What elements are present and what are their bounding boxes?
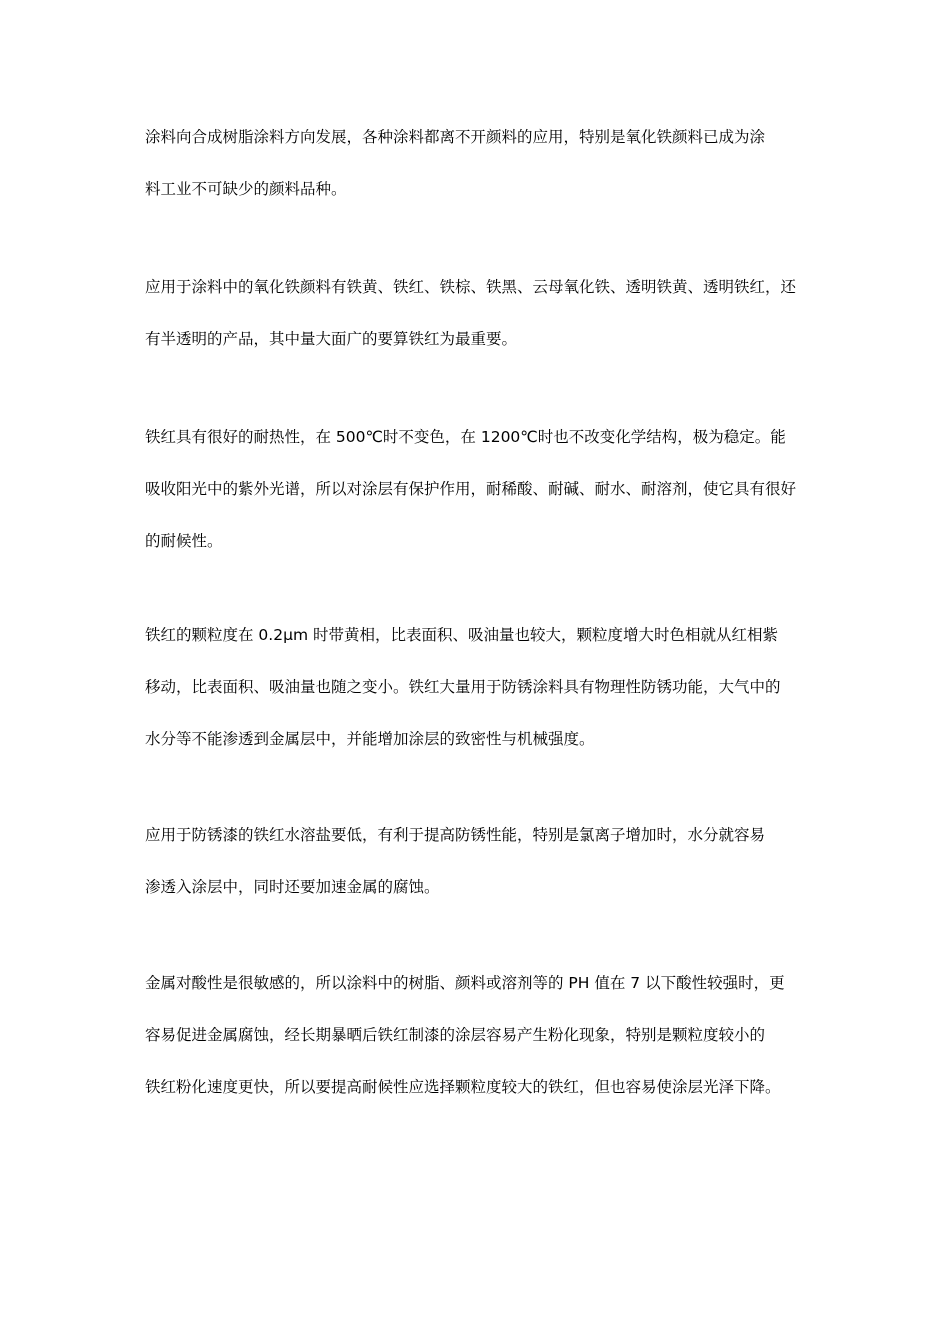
paragraph-3 (145, 427, 825, 583)
paragraph-line: 有半透明的产品，其中量大面广的要算铁红为最重要。 (145, 330, 518, 348)
paragraph-line: 渗透入涂层中，同时还要加速金属的腐蚀。 (145, 878, 440, 896)
paragraph-4 (145, 625, 825, 781)
paragraph-1 (145, 127, 825, 231)
paragraph-line: 铁红粉化速度更快，所以要提高耐候性应选择颗粒度较大的铁红，但也容易使涂层光泽下降。 (145, 1078, 781, 1096)
paragraph-line: 金属对酸性是很敏感的，所以涂料中的树脂、颜料或溶剂等的 PH 值在 7 以下酸性较强时，更 (145, 974, 785, 992)
paragraph-6 (145, 973, 825, 1129)
paragraph-line: 涂料向合成树脂涂料方向发展，各种涂料都离不开颜料的应用，特别是氧化铁颜料已成为涂 (145, 128, 766, 146)
paragraph-line: 容易促进金属腐蚀，经长期暴晒后铁红制漆的涂层容易产生粉化现象，特别是颗粒度较小的 (145, 1026, 766, 1044)
paragraph-line: 料工业不可缺少的颜料品种。 (145, 180, 347, 198)
paragraph-line: 铁红的颗粒度在 0.2μm 时带黄相，比表面积、吸油量也较大，颗粒度增大时色相就从红相紫 (145, 626, 778, 644)
paragraph-line: 水分等不能渗透到金属层中，并能增加涂层的致密性与机械强度。 (145, 730, 595, 748)
paragraph-line: 的耐候性。 (145, 532, 223, 550)
paragraph-line: 应用于涂料中的氧化铁颜料有铁黄、铁红、铁棕、铁黑、云母氧化铁、透明铁黄、透明铁红，还 (145, 278, 797, 296)
paragraph-line: 吸收阳光中的紫外光谱，所以对涂层有保护作用，耐稀酸、耐碱、耐水、耐溶剂，使它具有很好 (145, 480, 797, 498)
paragraph-5 (145, 825, 825, 929)
paragraph-line: 移动，比表面积、吸油量也随之变小。铁红大量用于防锈涂料具有物理性防锈功能，大气中的 (145, 678, 781, 696)
paragraph-2 (145, 277, 825, 381)
paragraph-line: 应用于防锈漆的铁红水溶盐要低，有利于提高防锈性能，特别是氯离子增加时，水分就容易 (145, 826, 766, 844)
paragraph-line: 铁红具有很好的耐热性，在 500℃时不变色，在 1200℃时也不改变化学结构，极为稳定。能 (145, 428, 786, 446)
